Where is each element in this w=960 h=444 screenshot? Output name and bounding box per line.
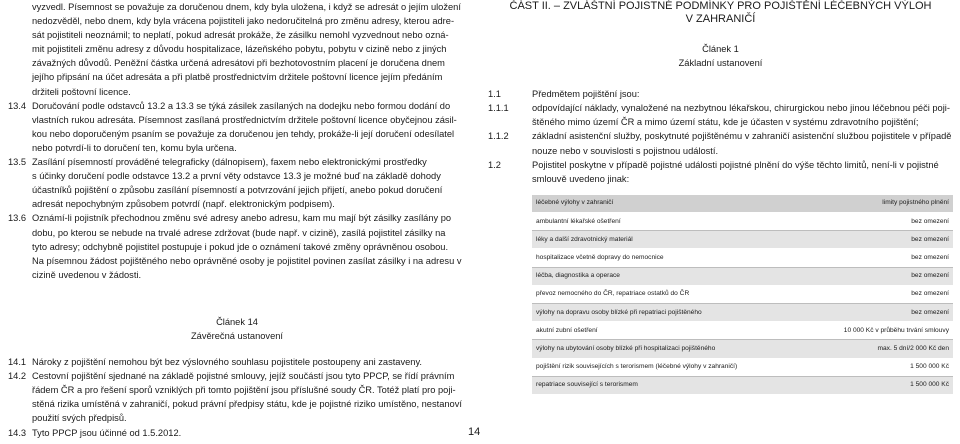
limits-table [532,195,953,395]
paragraph-number: 1.2 [488,159,501,170]
row-label: pojištění rizik souvisejících s terorismem (léčebné výlohy v zahraničí) [532,358,805,376]
article14-sections [8,355,466,440]
row-label: převoz nemocného do ČR, repatriace ostatků do ČR [532,285,805,303]
numbered-paragraph [8,211,466,281]
text-line: s účinky doručení podle odstavce 13.2 a první věty odstavce 13.3 je možné buď na základě dohody [32,171,441,182]
article1-heading [488,42,953,70]
row-value: bez omezení [805,267,953,285]
part-title-line1: ČÁST II. – ZVLÁŠTNÍ POJISTNÉ PODMÍNKY PRO POJIŠTĚNÍ LÉČEBNÝCH VÝLOH [509,0,932,12]
intro-paragraph [8,0,466,99]
row-value: bez omezení [805,213,953,231]
article1-clauses [488,87,953,186]
row-value: bez omezení [805,285,953,303]
text-line: řádem ČR a pro řešení sporů vzniklých při tomto pojištění jsou příslušné soudy ČR. Totéž platí pro poji- [32,385,456,396]
limits-table-row [532,285,953,303]
text-line: vyzvedl. Písemnost se považuje za doručenou dnem, kdy byla uložena, i když se adresát o jejím uložení [32,2,461,12]
paragraph-number: 13.6 [8,213,27,224]
numbered-paragraph [488,158,953,186]
row-label: hospitalizace včetně dopravy do nemocnice [532,249,805,267]
text-line: Pojistitel poskytne v případě pojistné události pojistné plnění do výše těchto limitů, není-li v pojistné [532,159,939,170]
text-line: smlouvě uvedeno jinak: [532,173,630,184]
part-title-line2: V ZAHRANIČÍ [685,13,756,25]
limits-table-header [532,195,953,213]
row-value: bez omezení [805,249,953,267]
row-label: výlohy na ubytování osoby blízké při hospitalizaci pojištěného [532,340,805,358]
text-line: jejího připsání na účet adresáta a při platbě prostřednictvím držitele poštovní licence jejím předáním [32,72,443,83]
row-value: bez omezení [805,231,953,249]
row-label: léky a další zdravotnický materiál [532,231,805,249]
text-line: Předmětem pojištění jsou: [532,89,640,100]
row-value: max. 5 dní/2 000 Kč den [805,340,953,358]
row-label: ambulantní lékařské ošetření [532,213,805,231]
paragraph-number: 14.1 [8,357,27,368]
text-line: Zasílání písemností prováděné telegraficky (dálnopisem), faxem nebo elektronickými prostředky [32,157,427,168]
article14-heading [8,315,466,343]
article13-sections [8,99,466,282]
numbered-paragraph [8,369,466,425]
text-line: Tyto PPCP jsou účinné od 1.5.2012. [32,427,182,438]
part-title [488,0,953,26]
numbered-paragraph [8,355,466,369]
text-line: Cestovní pojištění sjednané na základě pojistné smlouvy, jejíž součástí jsou tyto PPCP, se řídí právním [32,371,455,382]
limits-table-row [532,303,953,321]
text-line: mit pojistiteli změnu adresy z důvodu hospitalizace, lázeňského pobytu, pobytu v cizině nebo z jiných [32,44,447,55]
numbered-paragraph [8,426,466,440]
header-value: limity pojistného plnění [805,195,953,213]
article1-subtitle: Základní ustanovení [678,58,763,69]
paragraph-number: 1.1.2 [488,131,509,142]
paragraph-number: 13.4 [8,100,27,111]
text-line: štěného mimo území ČR a mimo území státu, kde je účasten v systému zdravotního pojištění; [532,117,919,128]
text-line: sát pojistiteli neoznámil; to neplatí, pokud adresát prokáže, že zásilku nemohl vyzvednout nebo ozná- [32,30,449,41]
text-line: závažných důvodů. Peněžní částka určená adresátovi při bezhotovostním placení je doručena dnem [32,58,445,69]
numbered-paragraph [488,87,953,101]
text-line: cizině uvedenou v žádosti. [32,269,142,280]
limits-table-row [532,213,953,231]
article14-title: Článek 14 [216,316,258,327]
numbered-paragraph [8,155,466,211]
text-line: Nároky z pojištění nemohou být bez výslovného souhlasu pojistitele postoupeny ani zastaveny. [32,357,423,368]
limits-table-row [532,340,953,358]
paragraph-number: 1.1.1 [488,103,509,114]
row-value: 10 000 Kč v průběhu trvání smlouvy [805,322,953,340]
row-label: repatriace související s terorismem [532,376,805,394]
limits-table-row [532,249,953,267]
text-line: použití svých předpisů. [32,413,127,424]
text-line: vlastních rukou adresáta. Písemnost zasílaná prostřednictvím držitele poštovní licence obyčejnou zásil- [32,114,457,125]
right-column [488,0,953,395]
row-label: léčba, diagnostika a operace [532,267,805,285]
article14-subtitle: Závěrečná ustanovení [191,330,283,341]
text-line: dobu, po kterou se nebude na trvalé adrese zdržovat (bude např. v cizině), zasílá pojistitel zásilky na [32,227,446,238]
numbered-paragraph [488,101,953,129]
text-line: nebo potvrdí-li to doručení ten, komu byla určena. [32,142,237,153]
numbered-paragraph [488,129,953,157]
text-line: Oznámí-li pojistník přechodnou změnu své adresy anebo adresu, kam mu mají být zásilky zasílány po [32,213,452,224]
row-value: 1 500 000 Kč [805,376,953,394]
paragraph-number: 13.5 [8,157,27,168]
limits-table-row [532,267,953,285]
header-label: léčebné výlohy v zahraničí [532,195,805,213]
limits-table-row [532,376,953,394]
text-line: držiteli poštovní licence. [32,86,131,97]
row-label: akutní zubní ošetření [532,322,805,340]
text-line: základní asistenční služby, poskytnuté pojištěnému v zahraničí asistenční službou pojistitele v případě [532,131,952,142]
text-line: Na písemnou žádost pojištěného nebo oprávněné osoby je pojistitel povinen zasílat zásilky i na adresu v [32,255,462,266]
article1-title: Článek 1 [702,44,739,54]
text-line: Doručování podle odstavců 13.2 a 13.3 se týká zásilek zasílaných na dodejku nebo formou dodání do [32,100,451,111]
paragraph-number: 1.1 [488,89,501,100]
limits-table-row [532,358,953,376]
paragraph-number: 14.2 [8,371,27,382]
text-line: adresát nepochybným způsobem potvrdí (např. elektronickým podpisem). [32,199,335,210]
text-line: odpovídající náklady, vynaložené na nezbytnou lékařskou, chirurgickou nebo jinou léčebnou péči poji- [532,103,950,114]
paragraph-number: 14.3 [8,427,27,438]
text-line: účastníků pojištění o způsobu zasílání písemností a potvrzování jejich přijetí, anebo pokud doručení [32,185,443,196]
left-column [8,0,466,440]
text-line: stěná rizika umístěná v zahraničí, pokud právní předpisy státu, kde je pojistné riziko umístěno, nestanoví [32,399,462,410]
text-line: nouze nebo v souvislosti s pojistnou událostí. [532,145,719,156]
row-value: 1 500 000 Kč [805,358,953,376]
text-line: nedozvěděl, nebo dnem, kdy byla vrácena pojistiteli jako nedoručitelná pro změnu adresy, kterou adre- [32,16,455,27]
row-label: výlohy na dopravu osoby blízké při repatriaci pojištěného [532,303,805,321]
text-line: kou nebo doporučeným psaním se považuje za doručenou jen tehdy, prokáže-li její doručení odesílatel [32,128,455,139]
numbered-paragraph [8,99,466,155]
limits-table-row [532,231,953,249]
row-value: bez omezení [805,303,953,321]
limits-table-row [532,322,953,340]
text-line: tyto adresy; odchybně pojistitel postupuje i pokud jde o oznámení takové změny oprávněnou osobou. [32,241,449,252]
page-number: 14 [468,426,481,438]
